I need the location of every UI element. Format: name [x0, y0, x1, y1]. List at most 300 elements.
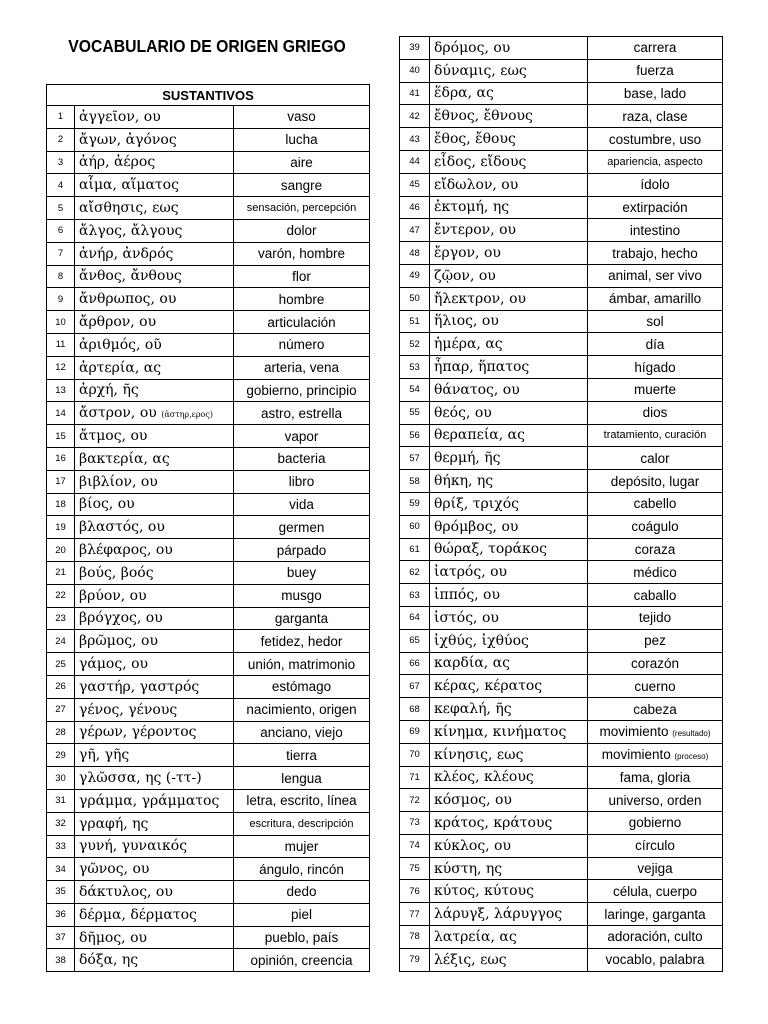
row-number: 29 — [47, 744, 75, 767]
spanish-meaning-text: varón, hombre — [257, 246, 346, 262]
greek-term — [75, 447, 234, 470]
row-number: 45 — [400, 173, 430, 196]
greek-term — [75, 835, 234, 858]
greek-term — [430, 470, 588, 493]
greek-term-text: κράτος, κράτους — [434, 814, 553, 831]
row-number: 31 — [47, 789, 75, 812]
spanish-meaning-text: aire — [290, 154, 313, 170]
row-number: 79 — [400, 948, 430, 971]
row-number: 22 — [47, 584, 75, 607]
spanish-meaning-text: musgo — [281, 588, 322, 604]
row-number: 37 — [47, 926, 75, 949]
table-row — [47, 356, 370, 379]
table-row — [400, 789, 723, 812]
table-row — [400, 333, 723, 356]
spanish-meaning — [588, 470, 723, 493]
row-number: 62 — [400, 561, 430, 584]
spanish-meaning-text: vaso — [287, 109, 316, 125]
table-row — [47, 242, 370, 265]
row-number: 60 — [400, 515, 430, 538]
row-number: 78 — [400, 926, 430, 949]
greek-term — [75, 561, 234, 584]
spanish-meaning-text: anciano, viejo — [260, 724, 343, 740]
spanish-meaning — [234, 812, 370, 835]
greek-term — [430, 333, 588, 356]
table-row — [47, 288, 370, 311]
spanish-meaning-text: cuerno — [634, 678, 676, 694]
greek-term-text: ἄλγος, ἄλγους — [79, 222, 183, 239]
greek-term — [430, 812, 588, 835]
spanish-meaning — [588, 561, 723, 584]
greek-term-text: γῶνος, ου — [79, 861, 150, 878]
spanish-meaning-text: costumbre, uso — [608, 131, 702, 147]
greek-term-text: γυνή, γυναικός — [79, 838, 188, 855]
greek-term — [75, 402, 234, 425]
spanish-meaning — [588, 812, 723, 835]
greek-term-text: γραφή, ης — [79, 815, 149, 832]
table-row — [47, 744, 370, 767]
spanish-meaning — [588, 242, 723, 265]
greek-term — [430, 37, 588, 60]
greek-term — [430, 948, 588, 971]
spanish-meaning-text: germen — [278, 519, 325, 535]
spanish-meaning — [234, 402, 370, 425]
spanish-meaning — [234, 607, 370, 630]
greek-term-text: βιβλίον, ου — [79, 473, 158, 490]
spanish-meaning — [588, 219, 723, 242]
table-row — [400, 196, 723, 219]
greek-term — [430, 196, 588, 219]
vocabulary-table-left — [46, 84, 370, 972]
row-number: 17 — [47, 470, 75, 493]
table-row — [400, 150, 723, 173]
greek-term — [75, 174, 234, 197]
row-number: 30 — [47, 767, 75, 790]
greek-term-text: ἀριθμός, οῦ — [79, 336, 162, 353]
greek-term — [75, 311, 234, 334]
greek-term — [430, 378, 588, 401]
spanish-meaning-text: extirpación — [622, 199, 688, 215]
greek-term-text: βρόγχος, ου — [79, 610, 163, 627]
spanish-meaning-text: muerte — [633, 382, 677, 398]
spanish-meaning-text: flor — [292, 268, 311, 284]
spanish-meaning-text: ámbar, amarillo — [608, 291, 702, 307]
greek-term-text: κέρας, κέρατος — [434, 678, 543, 695]
greek-term — [75, 903, 234, 926]
row-number: 34 — [47, 858, 75, 881]
greek-term — [75, 242, 234, 265]
greek-term-text: ἄστρον, ου — [79, 405, 157, 422]
greek-term-text: ἀρτερία, ας — [79, 359, 162, 376]
table-row — [47, 379, 370, 402]
spanish-meaning-text: corazón — [630, 655, 680, 671]
spanish-meaning — [588, 515, 723, 538]
spanish-meaning-text: vapor — [284, 428, 319, 444]
table-row — [400, 105, 723, 128]
greek-term-text: γένος, γένους — [79, 701, 178, 718]
row-number: 19 — [47, 516, 75, 539]
greek-term-text: ζῷον, ου — [434, 267, 496, 284]
table-row — [400, 834, 723, 857]
spanish-meaning-text: base, lado — [623, 85, 687, 101]
greek-term — [75, 197, 234, 220]
greek-term — [75, 151, 234, 174]
table-row — [400, 538, 723, 561]
greek-term-text: αἷμα, αἵματος — [79, 177, 179, 194]
spanish-meaning — [234, 516, 370, 539]
table-row — [400, 515, 723, 538]
spanish-meaning — [234, 721, 370, 744]
table-row — [400, 492, 723, 515]
spanish-meaning-text: vida — [289, 496, 314, 512]
row-number: 12 — [47, 356, 75, 379]
greek-term-text: βλέφαρος, ου — [79, 542, 173, 559]
greek-term — [75, 881, 234, 904]
spanish-meaning-text: laringe, garganta — [604, 906, 706, 922]
row-number: 42 — [400, 105, 430, 128]
table-row — [47, 698, 370, 721]
spanish-meaning — [234, 903, 370, 926]
row-number: 6 — [47, 219, 75, 242]
table-row — [400, 584, 723, 607]
spanish-meaning — [588, 105, 723, 128]
spanish-meaning-text: unión, matrimonio — [247, 656, 356, 672]
spanish-meaning — [588, 356, 723, 379]
spanish-meaning — [234, 744, 370, 767]
row-number: 59 — [400, 492, 430, 515]
spanish-meaning — [588, 401, 723, 424]
table-row — [47, 653, 370, 676]
greek-term-text: θάνατος, ου — [434, 381, 520, 398]
table-row — [400, 652, 723, 675]
greek-term — [75, 584, 234, 607]
row-number: 51 — [400, 310, 430, 333]
greek-term-text: λέξις, εως — [434, 951, 507, 968]
greek-term-text: κόσμος, ου — [434, 792, 512, 809]
table-row — [400, 470, 723, 493]
greek-term-text: εἴδωλον, ου — [434, 176, 519, 193]
row-number: 73 — [400, 812, 430, 835]
spanish-meaning — [234, 106, 370, 129]
greek-term — [430, 880, 588, 903]
greek-term — [75, 333, 234, 356]
table-row — [400, 219, 723, 242]
table-row — [47, 425, 370, 448]
spanish-meaning-text: tratamiento, curación — [603, 429, 707, 442]
greek-term — [430, 698, 588, 721]
table-row — [400, 378, 723, 401]
greek-term — [430, 903, 588, 926]
greek-term — [75, 379, 234, 402]
spanish-meaning — [234, 675, 370, 698]
table-row — [47, 835, 370, 858]
spanish-meaning — [588, 424, 723, 447]
spanish-meaning-text: sangre — [280, 177, 323, 193]
greek-term-text: κίνησις, εως — [434, 746, 524, 763]
spanish-meaning-text: tierra — [286, 747, 317, 763]
table-row — [47, 949, 370, 972]
spanish-meaning — [588, 743, 723, 766]
spanish-meaning — [588, 948, 723, 971]
row-number: 58 — [400, 470, 430, 493]
term-note: (ἀστηρ,ερος) — [161, 410, 213, 420]
greek-term — [430, 401, 588, 424]
spanish-meaning — [588, 857, 723, 880]
greek-term-text: γάμος, ου — [79, 656, 149, 673]
spanish-meaning-text: movimiento — [601, 747, 671, 763]
greek-term-text: δόξα, ης — [79, 952, 139, 969]
greek-term-text: ἄνθος, ἄνθους — [79, 268, 182, 285]
spanish-meaning-text: bacteria — [277, 451, 326, 467]
spanish-meaning-text: médico — [633, 564, 677, 580]
greek-term — [430, 356, 588, 379]
greek-term-text: κύκλος, ου — [434, 837, 511, 854]
table-row — [400, 606, 723, 629]
row-number: 55 — [400, 401, 430, 424]
spanish-meaning — [588, 903, 723, 926]
greek-term-text: ἥλιος, ου — [434, 313, 499, 330]
greek-term — [430, 629, 588, 652]
spanish-meaning — [588, 538, 723, 561]
table-row — [47, 789, 370, 812]
row-number: 3 — [47, 151, 75, 174]
greek-term — [430, 447, 588, 470]
greek-term — [75, 721, 234, 744]
spanish-meaning-text: escritura, descripción — [249, 817, 354, 830]
row-number: 43 — [400, 128, 430, 151]
spanish-meaning-text: mujer — [284, 838, 319, 854]
row-number: 52 — [400, 333, 430, 356]
spanish-meaning-text: adoración, culto — [607, 929, 703, 945]
table-row — [47, 721, 370, 744]
spanish-meaning-text: trabajo, hecho — [612, 245, 698, 261]
spanish-meaning — [234, 356, 370, 379]
table-row — [400, 424, 723, 447]
table-row — [47, 584, 370, 607]
table-row — [400, 264, 723, 287]
table-row — [47, 767, 370, 790]
spanish-meaning — [588, 173, 723, 196]
spanish-meaning-text: opinión, creencia — [250, 952, 353, 968]
greek-term-text: δάκτυλος, ου — [79, 883, 173, 900]
spanish-meaning — [234, 653, 370, 676]
row-number: 77 — [400, 903, 430, 926]
spanish-meaning — [588, 196, 723, 219]
row-number: 39 — [400, 37, 430, 60]
table-row — [400, 743, 723, 766]
row-number: 50 — [400, 287, 430, 310]
table-row — [47, 402, 370, 425]
greek-term-text: ἀγγεῖον, ου — [79, 108, 161, 125]
row-number: 64 — [400, 606, 430, 629]
greek-term — [75, 470, 234, 493]
table-row — [47, 561, 370, 584]
row-number: 47 — [400, 219, 430, 242]
greek-term — [430, 82, 588, 105]
row-number: 49 — [400, 264, 430, 287]
greek-term — [430, 219, 588, 242]
greek-term-text: θώραξ, τοράκος — [434, 541, 548, 558]
greek-term-text: δέρμα, δέρματος — [79, 906, 197, 923]
table-row — [47, 265, 370, 288]
spanish-meaning — [588, 584, 723, 607]
greek-term — [75, 789, 234, 812]
row-number: 56 — [400, 424, 430, 447]
greek-term — [75, 288, 234, 311]
row-number: 38 — [47, 949, 75, 972]
spanish-meaning-text: calor — [640, 450, 670, 466]
row-number: 33 — [47, 835, 75, 858]
spanish-meaning-text: pueblo, país — [264, 930, 339, 946]
greek-term — [75, 858, 234, 881]
greek-term-text: ἄρθρον, ου — [79, 314, 157, 331]
spanish-meaning-text: dios — [642, 405, 668, 421]
table-row — [400, 698, 723, 721]
row-number: 68 — [400, 698, 430, 721]
table-row — [47, 219, 370, 242]
spanish-meaning — [588, 880, 723, 903]
table-body-left — [47, 106, 370, 972]
greek-term-text: κύτος, κύτους — [434, 883, 534, 900]
greek-term-text: ἔντερον, ου — [434, 222, 517, 239]
table-row — [47, 926, 370, 949]
table-row — [400, 812, 723, 835]
spanish-meaning — [234, 425, 370, 448]
spanish-meaning-text: universo, orden — [608, 792, 702, 808]
greek-term-text: κλέος, κλέους — [434, 769, 534, 786]
greek-term — [430, 743, 588, 766]
spanish-meaning — [588, 378, 723, 401]
table-row — [400, 675, 723, 698]
greek-term — [75, 516, 234, 539]
spanish-meaning — [234, 151, 370, 174]
row-number: 10 — [47, 311, 75, 334]
greek-term-text: θρόμβος, ου — [434, 518, 519, 535]
spanish-meaning-text: dedo — [286, 884, 317, 900]
spanish-meaning-text: fama, gloria — [619, 769, 691, 785]
spanish-meaning — [588, 766, 723, 789]
spanish-meaning-text: fuerza — [636, 63, 674, 79]
greek-term — [75, 607, 234, 630]
term-note: (resultado) — [672, 729, 711, 739]
greek-term-text: ἄτμος, ου — [79, 428, 148, 445]
table-row — [400, 720, 723, 743]
greek-term-text: εἶδος, εἴδους — [434, 153, 527, 170]
spanish-meaning — [234, 174, 370, 197]
spanish-meaning-text: párpado — [276, 542, 327, 558]
row-number: 63 — [400, 584, 430, 607]
greek-term-text: βούς, βοός — [79, 564, 154, 581]
greek-term — [430, 606, 588, 629]
spanish-meaning-text: dolor — [286, 223, 317, 239]
table-row — [47, 311, 370, 334]
spanish-meaning — [234, 379, 370, 402]
term-note: (proceso) — [674, 752, 709, 762]
spanish-meaning-text: estómago — [271, 679, 332, 695]
spanish-meaning — [234, 561, 370, 584]
spanish-meaning-text: vocablo, palabra — [605, 952, 705, 968]
greek-term-text: βίος, ου — [79, 496, 135, 513]
greek-term — [430, 789, 588, 812]
spanish-meaning-text: tejido — [638, 610, 672, 626]
greek-term-text: βρύον, ου — [79, 587, 147, 604]
greek-term-text: ἧπαρ, ἥπατος — [434, 359, 530, 376]
row-number: 2 — [47, 128, 75, 151]
table-row — [400, 903, 723, 926]
greek-term — [430, 310, 588, 333]
table-row — [400, 59, 723, 82]
greek-term — [430, 561, 588, 584]
spanish-meaning — [588, 287, 723, 310]
spanish-meaning-text: arteria, vena — [263, 360, 340, 376]
table-row — [400, 310, 723, 333]
row-number: 28 — [47, 721, 75, 744]
greek-term — [75, 493, 234, 516]
greek-term — [430, 766, 588, 789]
greek-term — [75, 219, 234, 242]
row-number: 35 — [47, 881, 75, 904]
spanish-meaning — [234, 926, 370, 949]
spanish-meaning — [588, 447, 723, 470]
spanish-meaning — [588, 59, 723, 82]
greek-term-text: ἐκτομή, ης — [434, 199, 510, 216]
greek-term-text: αἴσθησις, εως — [79, 200, 179, 217]
spanish-meaning-text: gobierno, principio — [246, 382, 357, 398]
greek-term-text: δῆμος, ου — [79, 929, 148, 946]
table-row — [47, 128, 370, 151]
spanish-meaning — [234, 288, 370, 311]
spanish-meaning-text: célula, cuerpo — [612, 883, 698, 899]
spanish-meaning-text: círculo — [635, 838, 675, 854]
row-number: 13 — [47, 379, 75, 402]
table-row — [47, 106, 370, 129]
greek-term-text: βλαστός, ου — [79, 519, 165, 536]
greek-term — [75, 630, 234, 653]
table-row — [400, 287, 723, 310]
spanish-meaning — [234, 219, 370, 242]
spanish-meaning-text: letra, escrito, línea — [246, 793, 357, 809]
greek-term — [75, 539, 234, 562]
row-number: 5 — [47, 197, 75, 220]
greek-term-text: λάρυγξ, λάρυγγος — [434, 906, 563, 923]
spanish-meaning-text: depósito, lugar — [610, 473, 700, 489]
spanish-meaning — [234, 949, 370, 972]
greek-term-text: θήκη, ης — [434, 473, 494, 490]
greek-term-text: ἔργον, ου — [434, 245, 501, 262]
vocabulary-table-right — [399, 36, 723, 972]
spanish-meaning — [234, 858, 370, 881]
spanish-meaning — [588, 492, 723, 515]
greek-term-text: θεραπεία, ας — [434, 427, 525, 444]
greek-term — [430, 105, 588, 128]
greek-term-text: γράμμα, γράμματος — [79, 792, 220, 809]
row-number: 72 — [400, 789, 430, 812]
table-row — [400, 401, 723, 424]
table-row — [400, 926, 723, 949]
greek-term-text: ἔθνος, ἔθνους — [434, 108, 533, 125]
table-row — [47, 151, 370, 174]
greek-term-text: ἱππός, ου — [434, 587, 501, 604]
greek-term-text: ἔθος, ἔθους — [434, 131, 516, 148]
greek-term-text: ἰατρός, ου — [434, 564, 508, 581]
row-number: 41 — [400, 82, 430, 105]
spanish-meaning — [234, 470, 370, 493]
greek-term-text: θεός, ου — [434, 404, 492, 421]
greek-term-text: ἀρχή, ῆς — [79, 382, 139, 399]
row-number: 57 — [400, 447, 430, 470]
spanish-meaning-text: hígado — [634, 359, 676, 375]
table-row — [47, 881, 370, 904]
